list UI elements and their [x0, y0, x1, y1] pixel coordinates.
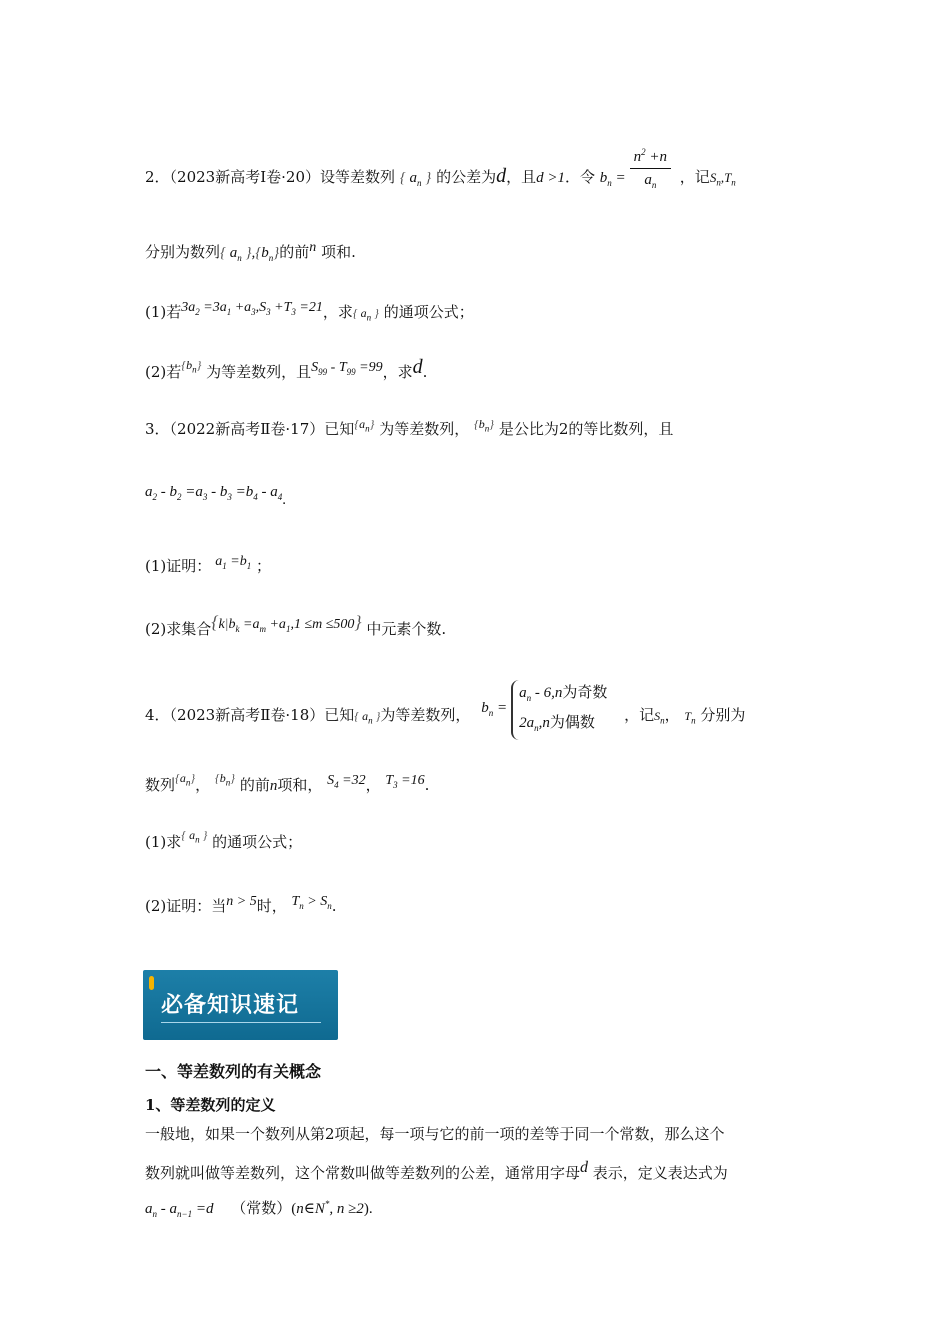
- definition-line2: 数列就叫做等差数列，这个常数叫做等差数列的公差，通常用字母$^d$ 表示，定义表达式为: [145, 1159, 728, 1182]
- subsection-heading: 1、等差数列的定义: [145, 1096, 276, 1114]
- q2-line1: 2．（2023新高考Ⅰ卷·20）设等差数列 { $a_n$ } 的公差为d，且d >1．令 $b_n$ = $\frac{n^2 +n}{a_n}$ ，记$S_n,T_n$: [145, 152, 736, 205]
- badge-underline: [161, 1022, 321, 1023]
- q4-line1: 4．（2023新高考Ⅱ卷·18）已知{ $a_n$ }为等差数列， $b_n$ = $a_n - 6,n$为奇数 $2a_n,n$为偶数 ，记$S_n$， $T_n$ 分别为: [145, 686, 745, 746]
- q2-cond: d >1: [536, 169, 565, 186]
- q4-part2: (2)证明：当$^{n > 5}$时， $^{T_n > S_n}$.: [145, 894, 337, 915]
- definition-line1: 一般地，如果一个数列从第2项起，每一项与它的前一项的差等于同一个常数，那么这个: [145, 1125, 725, 1143]
- q2-part2: (2)若$^{\{b_n\}}$ 为等差数列，且$^{S_{99} - T_{99} =99}$，求d.: [145, 356, 428, 381]
- q2-intro: 2．（2023新高考Ⅰ卷·20）设等差数列: [145, 167, 395, 186]
- q2-bn-def: $b_n$ = $\frac{n^2 +n}{a_n}$: [600, 170, 675, 186]
- q2-text-gongcha: 的公差为: [436, 167, 497, 186]
- badge-title: 必备知识速记: [161, 993, 300, 1018]
- q2-d: d: [496, 164, 507, 187]
- q2-part1: (1)若$^{3a_2 =3a_1 +a_3,S_3 +T_3 =21}$，求{ $a_n$ } 的通项公式；: [145, 300, 474, 323]
- q3-line1: 3．（2022新高考Ⅱ卷·17）已知$^{\{a_n\}}$ 为等差数列， $^{\{b_n\}}$ 是公比为2的等比数列，且: [145, 417, 674, 438]
- section-badge: [143, 970, 338, 1040]
- q3-part2: (2)求集合$^{\{k|b_k =a_m +a_1,1 \le m \le 500\}}$ 中元素个数.: [145, 612, 447, 638]
- q2-ST: $S_n,T_n$: [709, 169, 736, 188]
- q3-equation: $a_2 - b_2 =a_3 - b_3 =b_4 - a_4$.: [145, 484, 286, 508]
- q3-part1: (1)证明： $^{a_1 =b_1}$ ；: [145, 554, 271, 575]
- q4-cases: $a_n - 6,n$为奇数 $2a_n,n$为偶数: [511, 680, 607, 740]
- section-heading: 一、等差数列的有关概念: [145, 1062, 322, 1081]
- q2-line2: 分别为数列{ $a_n$ }$,\{b_n\}$的前$^n$ 项和.: [145, 240, 356, 263]
- badge-accent-bar: [149, 976, 154, 990]
- definition-formula: $a_n - a_{n-1} =d$ （常数）(n∈N*, n ≥2).: [145, 1199, 373, 1219]
- q4-part1: (1)求$^{\{ a_n \}}$ 的通项公式；: [145, 828, 303, 851]
- q2-seq-a: { $a_n$ }: [399, 169, 432, 188]
- q4-line2: 数列$^{\{a_n\}}$， $^{\{b_n\}}$ 的前n项和， $^{S_4 =32}$， $^{T_3 =16}$.: [145, 771, 430, 794]
